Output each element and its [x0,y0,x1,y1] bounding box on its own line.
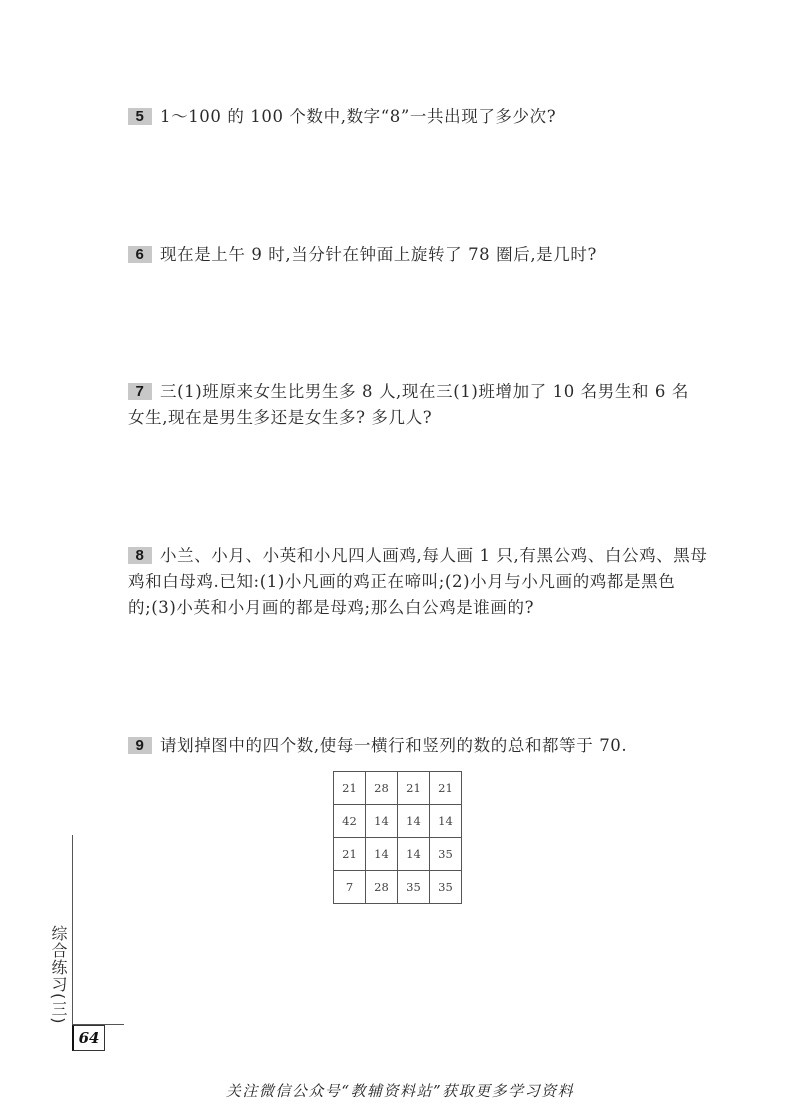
grid-cell: 28 [366,772,398,805]
footer-note: 关注微信公众号“教辅资料站”获取更多学习资料 [225,1082,575,1100]
page-number: 64 [72,1025,105,1051]
grid-cell: 14 [398,805,430,838]
grid-row [334,805,462,838]
problem-8 [128,543,718,621]
problem-6-line-1 [128,242,718,268]
grid-cell: 21 [398,772,430,805]
grid-cell: 14 [430,805,462,838]
problem-8-line-1 [128,543,718,569]
problem-8-line-2: 鸡和白母鸡.已知:(1)小凡画的鸡正在啼叫;(2)小月与小凡画的鸡都是黑色 [128,572,676,591]
grid-cell: 14 [366,805,398,838]
problem-7 [128,379,718,431]
grid-cell: 21 [334,772,366,805]
problem-9-line-1 [128,733,718,759]
problem-number-badge: 7 [128,383,152,400]
number-grid-table [333,771,462,904]
number-grid [333,771,462,904]
problem-text: 请划掉图中的四个数,使每一横行和竖列的数的总和都等于 70. [160,736,628,755]
grid-cell: 14 [366,838,398,871]
grid-cell: 7 [334,871,366,904]
problem-text: 三(1)班原来女生比男生多 8 人,现在三(1)班增加了 10 名男生和 6 名 [160,382,689,401]
problem-7-line-2: 女生,现在是男生多还是女生多? 多几人? [128,408,433,427]
grid-cell: 14 [398,838,430,871]
grid-cell: 35 [430,838,462,871]
problem-number-badge: 5 [128,108,152,125]
problem-text: 小兰、小月、小英和小凡四人画鸡,每人画 1 只,有黑公鸡、白公鸡、黑母 [160,546,708,565]
problem-7-line-1 [128,379,718,405]
problem-6 [128,242,718,268]
problem-8-line-3: 的;(3)小英和小月画的都是母鸡;那么白公鸡是谁画的? [128,598,535,617]
problem-5-line-1 [128,104,718,130]
sidebar-divider-vertical [72,835,73,1045]
problem-5 [128,104,718,130]
problem-text: 1～100 的 100 个数中,数字“8”一共出现了多少次? [160,107,557,126]
grid-cell: 28 [366,871,398,904]
problem-9 [128,733,718,759]
grid-row [334,871,462,904]
problem-number-badge: 6 [128,246,152,263]
problem-number-badge: 8 [128,547,152,564]
problem-text: 现在是上午 9 时,当分针在钟面上旋转了 78 圈后,是几时? [160,245,597,264]
section-label: 综合练习(三) [49,925,68,1025]
grid-cell: 35 [430,871,462,904]
grid-row [334,772,462,805]
grid-cell: 21 [430,772,462,805]
grid-cell: 21 [334,838,366,871]
grid-cell: 42 [334,805,366,838]
grid-row [334,838,462,871]
problem-number-badge: 9 [128,737,152,754]
grid-cell: 35 [398,871,430,904]
